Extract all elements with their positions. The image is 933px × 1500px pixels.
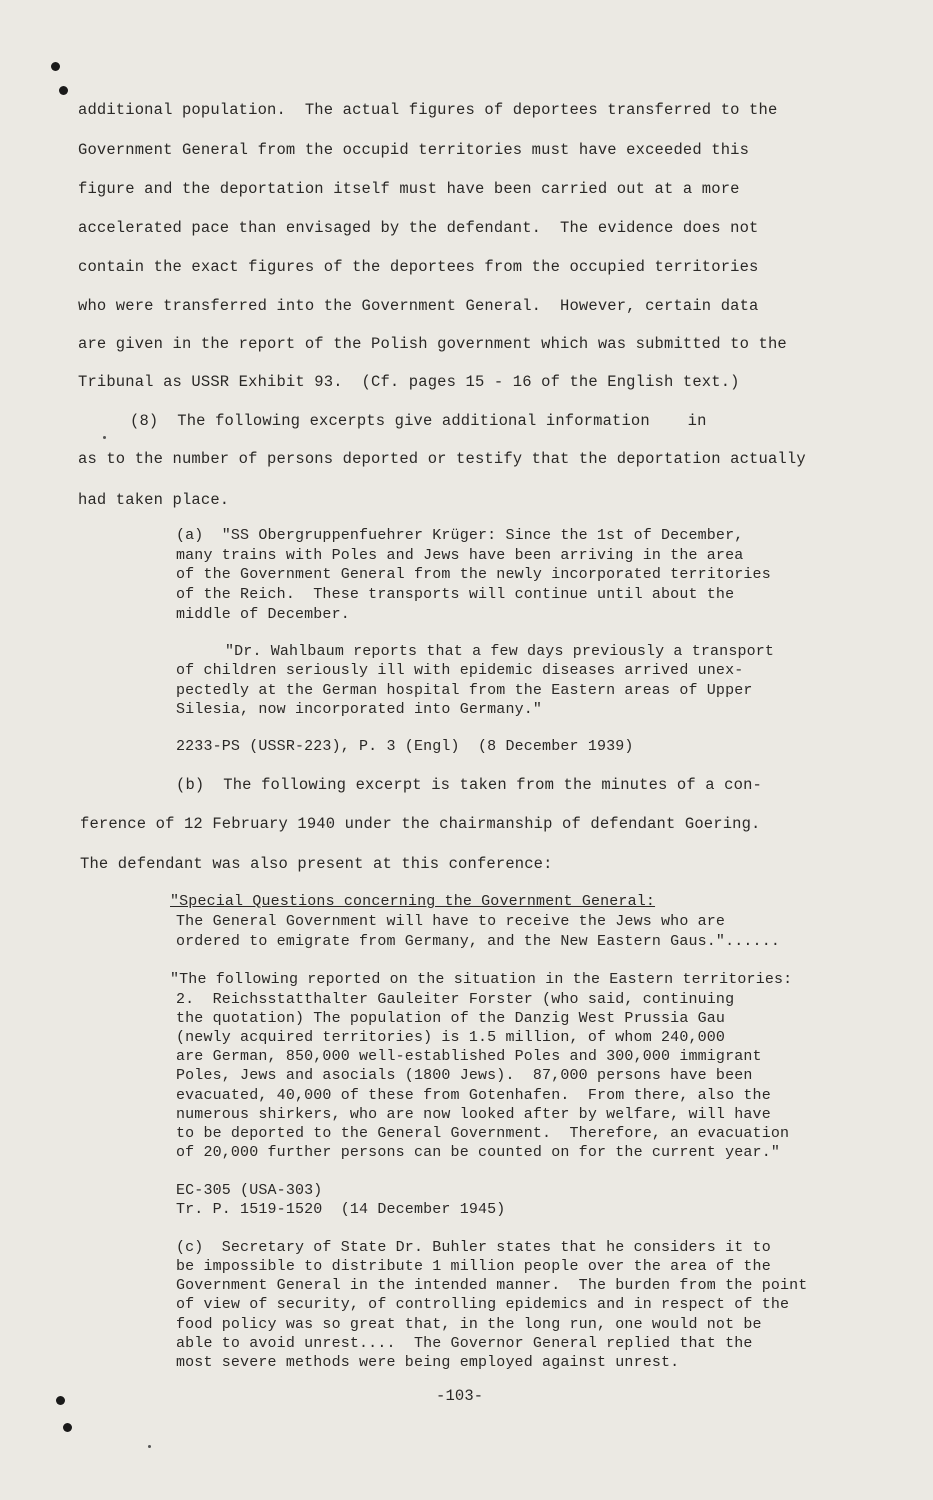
body-line: who were transferred into the Government General. However, certain data bbox=[78, 297, 759, 315]
body-line: are given in the report of the Polish government which was submitted to the bbox=[78, 335, 787, 353]
para-b-line: ference of 12 February 1940 under the chairmanship of defendant Goering. bbox=[80, 815, 761, 833]
speck bbox=[148, 1445, 151, 1448]
quote-2-line: to be deported to the General Government. Therefore, an evacuation bbox=[176, 1125, 790, 1142]
punch-hole-top-2 bbox=[59, 86, 68, 95]
citation-b-line: EC-305 (USA-303) bbox=[176, 1182, 323, 1199]
excerpt-a2-line: "Dr. Wahlbaum reports that a few days previously a transport bbox=[225, 643, 775, 660]
excerpt-a-line: of the Government General from the newly incorporated territories bbox=[176, 566, 771, 583]
body-line: Tribunal as USSR Exhibit 93. (Cf. pages 15 - 16 of the English text.) bbox=[78, 373, 740, 391]
excerpt-a2-line: pectedly at the German hospital from the Eastern areas of Upper bbox=[176, 682, 753, 699]
body-line: accelerated pace than envisaged by the defendant. The evidence does not bbox=[78, 219, 759, 237]
quote-2-line: 2. Reichsstatthalter Gauleiter Forster (who said, continuing bbox=[176, 991, 735, 1008]
quote-2-line: (newly acquired territories) is 1.5 million, of whom 240,000 bbox=[176, 1029, 726, 1046]
excerpt-c-line: (c) Secretary of State Dr. Buhler states that he considers it to bbox=[176, 1239, 771, 1256]
quote-2-line: evacuated, 40,000 of these from Gotenhafen. From there, also the bbox=[176, 1087, 771, 1104]
quote-1-line: ordered to emigrate from Germany, and the New Eastern Gaus."...... bbox=[176, 933, 780, 950]
body-line: additional population. The actual figures of deportees transferred to the bbox=[78, 101, 778, 119]
quote-2-line: the quotation) The population of the Danzig West Prussia Gau bbox=[176, 1010, 726, 1027]
quote-heading: "Special Questions concerning the Government General: bbox=[170, 893, 656, 910]
page-number: -103- bbox=[436, 1387, 484, 1405]
excerpt-a-line: (a) "SS Obergruppenfuehrer Krüger: Since the 1st of December, bbox=[176, 527, 744, 544]
punch-hole-top-1 bbox=[51, 62, 60, 71]
excerpt-a2-line: of children seriously ill with epidemic diseases arrived unex- bbox=[176, 662, 744, 679]
excerpt-a-line: many trains with Poles and Jews have been arriving in the area bbox=[176, 547, 744, 564]
para-b-line: (b) The following excerpt is taken from the minutes of a con- bbox=[176, 776, 762, 794]
quote-2-line: "The following reported on the situation in the Eastern territories: bbox=[170, 971, 793, 988]
citation-a: 2233-PS (USSR-223), P. 3 (Engl) (8 December 1939) bbox=[176, 738, 634, 755]
speck bbox=[103, 436, 106, 439]
body-line: Government General from the occupid territories must have exceeded this bbox=[78, 141, 750, 159]
excerpt-c-line: food policy was so great that, in the long run, one would not be bbox=[176, 1316, 762, 1333]
excerpt-c-line: be impossible to distribute 1 million people over the area of the bbox=[176, 1258, 771, 1275]
punch-hole-bottom-2 bbox=[63, 1423, 72, 1432]
excerpt-c-line: able to avoid unrest.... The Governor General replied that the bbox=[176, 1335, 753, 1352]
excerpt-c-line: Government General in the intended manner. The burden from the point bbox=[176, 1277, 808, 1294]
body-line: figure and the deportation itself must have been carried out at a more bbox=[78, 180, 740, 198]
para-8-line: (8) The following excerpts give additional information in bbox=[130, 412, 707, 430]
excerpt-a-line: middle of December. bbox=[176, 606, 350, 623]
quote-2-line: Poles, Jews and asocials (1800 Jews). 87,000 persons have been bbox=[176, 1067, 753, 1084]
quote-2-line: are German, 850,000 well-established Poles and 300,000 immigrant bbox=[176, 1048, 762, 1065]
quote-1-line: The General Government will have to receive the Jews who are bbox=[176, 913, 726, 930]
excerpt-c-line: of view of security, of controlling epidemics and in respect of the bbox=[176, 1296, 790, 1313]
citation-b-line: Tr. P. 1519-1520 (14 December 1945) bbox=[176, 1201, 506, 1218]
excerpt-a2-line: Silesia, now incorporated into Germany." bbox=[176, 701, 543, 718]
quote-2-line: of 20,000 further persons can be counted on for the current year." bbox=[176, 1144, 780, 1161]
excerpt-a-line: of the Reich. These transports will continue until about the bbox=[176, 586, 735, 603]
punch-hole-bottom-1 bbox=[56, 1396, 65, 1405]
para-8-line: as to the number of persons deported or testify that the deportation actually bbox=[78, 450, 806, 468]
quote-2-line: numerous shirkers, who are now looked after by welfare, will have bbox=[176, 1106, 771, 1123]
para-b-line: The defendant was also present at this conference: bbox=[80, 855, 553, 873]
para-8-line: had taken place. bbox=[78, 491, 230, 509]
body-line: contain the exact figures of the deportees from the occupied territories bbox=[78, 258, 759, 276]
excerpt-c-line: most severe methods were being employed against unrest. bbox=[176, 1354, 680, 1371]
